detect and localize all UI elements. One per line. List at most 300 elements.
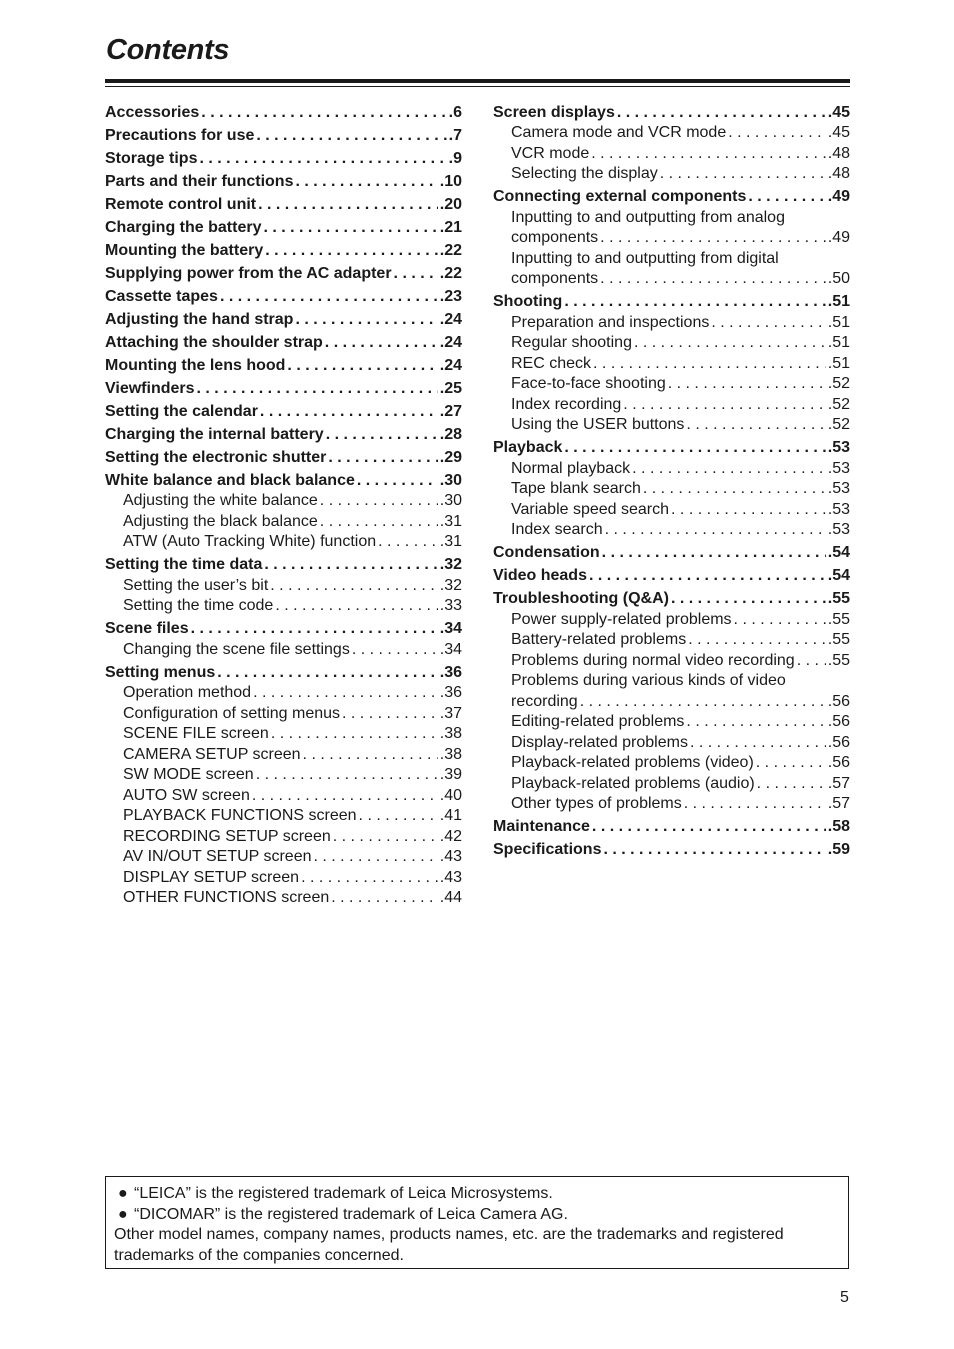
toc-leader-dots [564, 292, 825, 313]
toc-entry [105, 765, 462, 786]
toc-entry [493, 589, 850, 610]
toc-leader-dots [301, 868, 438, 889]
toc-entry [105, 172, 462, 193]
trademark-notice [105, 1176, 849, 1269]
toc-entry [105, 827, 462, 848]
toc-entry [493, 313, 850, 334]
toc-entry [105, 640, 462, 661]
toc-entry-page: .53 [827, 500, 850, 518]
toc-entry [105, 287, 462, 308]
toc-leader-dots [634, 333, 826, 354]
toc-entry [105, 103, 462, 124]
toc-leader-dots [580, 692, 826, 713]
toc-leader-dots [797, 651, 826, 672]
toc-leader-dots [320, 512, 438, 533]
toc-entry-page: .9 [448, 149, 462, 167]
toc-entry-page: .41 [439, 807, 462, 824]
toc-entry-label: Selecting the display [511, 165, 658, 182]
toc-leader-dots [564, 438, 825, 459]
toc-leader-dots [591, 144, 826, 165]
toc-entry [493, 794, 850, 815]
toc-entry-label: Specifications [493, 841, 602, 858]
toc-entry-label: Face-to-face shooting [511, 375, 666, 392]
toc-entry-label: Setting the calendar [105, 402, 258, 420]
toc-entry-label: Power supply-related problems [511, 610, 732, 628]
toc-leader-dots [668, 374, 826, 395]
toc-right-column [493, 100, 850, 861]
toc-entry-page: .58 [827, 818, 850, 835]
toc-leader-dots [690, 733, 826, 754]
toc-entry-page: .32 [439, 556, 462, 573]
toc-entry-label: Camera mode and VCR mode [511, 124, 727, 141]
toc-leader-dots [671, 500, 826, 521]
toc-entry [105, 596, 462, 617]
toc-entry-label: Screen displays [493, 103, 615, 121]
toc-entry [105, 218, 462, 239]
toc-entry-page: .24 [439, 310, 462, 328]
toc-entry-page: .25 [439, 379, 462, 397]
toc-leader-dots [623, 395, 825, 416]
toc-leader-dots [600, 269, 826, 290]
toc-entry-label: Preparation and inspections [511, 313, 710, 331]
toc-entry-label: ATW (Auto Tracking White) function [123, 533, 377, 550]
toc-entry-page: .30 [439, 471, 462, 489]
toc-leader-dots [260, 402, 438, 423]
toc-leader-dots [686, 415, 825, 436]
toc-entry-page: .10 [439, 172, 462, 190]
toc-entry-page: .34 [439, 620, 462, 637]
toc-entry [105, 786, 462, 807]
notice-bullet-item [114, 1184, 840, 1205]
toc-entry [493, 438, 850, 459]
toc-entry-label: Charging the internal battery [105, 425, 324, 443]
toc-leader-dots [271, 724, 438, 745]
toc-entry-page: .51 [827, 354, 850, 372]
toc-entry-page: .29 [439, 448, 462, 466]
toc-leader-dots [253, 683, 438, 704]
toc-entry-page: .22 [439, 241, 462, 259]
toc-leader-dots [686, 712, 825, 733]
toc-entry-page: .51 [827, 293, 850, 310]
toc-leader-dots [643, 479, 826, 500]
toc-entry-page: .56 [827, 713, 850, 730]
toc-entry-page: .43 [439, 868, 462, 886]
toc-leader-dots [191, 619, 438, 640]
toc-entry-page: .51 [827, 334, 850, 351]
toc-entry-label: Viewfinders [105, 379, 195, 397]
toc-leader-dots [295, 310, 437, 331]
toc-entry-page: .45 [827, 103, 850, 121]
toc-entry-page: .38 [439, 725, 462, 742]
toc-leader-dots [352, 640, 438, 661]
toc-entry [493, 208, 850, 229]
toc-entry-label: Parts and their functions [105, 172, 294, 190]
toc-entry-label: Adjusting the hand strap [105, 310, 294, 328]
toc-entry [105, 448, 462, 469]
toc-entry-page: .48 [827, 144, 850, 162]
toc-leader-dots [734, 610, 826, 631]
title-rule-thick [105, 79, 850, 83]
page-title: Contents [106, 34, 230, 66]
toc-entry-page: .43 [439, 848, 462, 865]
toc-entry [493, 249, 850, 270]
toc-leader-dots [201, 103, 446, 124]
toc-leader-dots [359, 806, 438, 827]
toc-entry-label: Setting the time code [123, 597, 274, 614]
toc-entry-page: .53 [827, 521, 850, 538]
toc-entry [105, 264, 462, 285]
toc-entry-page: .53 [827, 439, 850, 456]
toc-leader-dots [593, 354, 826, 375]
toc-entry [105, 576, 462, 597]
toc-entry-label: OTHER FUNCTIONS screen [123, 889, 330, 906]
toc-leader-dots [263, 218, 437, 239]
notice-text: Other model names, company names, products names, etc. are the trademarks and registered trademarks of the companies concerned. [114, 1226, 784, 1264]
toc-entry-label: Setting the user’s bit [123, 576, 269, 594]
toc-entry [105, 847, 462, 868]
toc-entry-label: Shooting [493, 293, 563, 310]
toc-entry-label: Supplying power from the AC adapter [105, 264, 392, 282]
toc-entry-label: Editing-related problems [511, 713, 685, 730]
toc-entry [105, 149, 462, 170]
toc-entry-label: Condensation [493, 544, 600, 561]
toc-entry-page: .54 [827, 544, 850, 561]
toc-entry-label: Storage tips [105, 149, 198, 167]
toc-entry [105, 425, 462, 446]
toc-entry-page: .36 [439, 663, 462, 681]
toc-leader-dots [671, 589, 826, 610]
toc-leader-dots [684, 794, 826, 815]
toc-entry [105, 745, 462, 766]
toc-entry-label: Setting the electronic shutter [105, 448, 327, 466]
toc-entry [105, 868, 462, 889]
toc-leader-dots [603, 840, 825, 861]
toc-leader-dots [589, 566, 826, 587]
bullet-icon: ● [118, 1185, 128, 1202]
toc-leader-dots [600, 228, 826, 249]
toc-entry-label: Mounting the lens hood [105, 356, 286, 374]
toc-entry-label: Remote control unit [105, 195, 257, 213]
toc-entry-label: recording [511, 692, 578, 710]
toc-leader-dots [320, 491, 438, 512]
toc-entry-label: Accessories [105, 103, 200, 121]
toc-entry-page: .6 [448, 103, 462, 121]
toc-entry [493, 459, 850, 480]
toc-entry-label: Playback-related problems (video) [511, 754, 754, 771]
toc-entry [493, 520, 850, 541]
toc-entry-page: .31 [439, 533, 462, 550]
toc-entry-page: .56 [827, 754, 850, 771]
toc-entry-label: SW MODE screen [123, 766, 254, 783]
toc-entry-label: Problems during various kinds of video [511, 672, 786, 689]
toc-entry [493, 103, 850, 124]
toc-entry-label: Setting the time data [105, 556, 263, 573]
toc-entry-label: PLAYBACK FUNCTIONS screen [123, 807, 357, 824]
toc-entry [493, 500, 850, 521]
toc-entry-label: Mounting the battery [105, 241, 264, 259]
toc-entry-page: .59 [827, 841, 850, 858]
toc-entry-label: RECORDING SETUP screen [123, 827, 331, 845]
toc-leader-dots [660, 164, 826, 185]
toc-entry-page: .53 [827, 480, 850, 497]
bullet-icon: ● [118, 1205, 128, 1223]
toc-entry-page: .55 [827, 610, 850, 628]
toc-entry-page: .31 [439, 512, 462, 530]
toc-leader-dots [264, 555, 437, 576]
toc-entry-page: .51 [827, 313, 850, 331]
toc-leader-dots [378, 532, 438, 553]
toc-leader-dots [270, 576, 437, 597]
toc-entry-page: .55 [827, 590, 850, 607]
toc-entry-page: .20 [439, 195, 462, 213]
toc-leader-dots [303, 745, 438, 766]
toc-entry [493, 228, 850, 249]
toc-entry-label: Using the USER buttons [511, 416, 685, 433]
toc-entry [493, 415, 850, 436]
toc-entry-page: .30 [439, 492, 462, 509]
toc-entry [105, 888, 462, 909]
toc-entry-label: AV IN/OUT SETUP screen [123, 848, 312, 865]
toc-entry [493, 671, 850, 692]
toc-entry-label: Inputting to and outputting from analog [511, 208, 785, 226]
toc-entry [493, 610, 850, 631]
toc-entry-label: components [511, 229, 599, 246]
toc-entry-label: Changing the scene file settings [123, 640, 350, 658]
toc-leader-dots [252, 786, 438, 807]
toc-leader-dots [197, 379, 438, 400]
toc-entry-label: Scene files [105, 620, 189, 637]
toc-entry [493, 692, 850, 713]
toc-leader-dots [314, 847, 438, 868]
toc-entry-label: Display-related problems [511, 733, 688, 751]
toc-entry [493, 543, 850, 564]
notice-bullet-text: “LEICA” is the registered trademark of Leica Microsystems. [134, 1185, 553, 1202]
toc-entry-label: Setting menus [105, 663, 216, 681]
toc-entry-label: Index recording [511, 395, 622, 413]
toc-entry [493, 566, 850, 587]
toc-entry-label: Normal playback [511, 459, 631, 477]
toc-entry [105, 619, 462, 640]
toc-leader-dots [326, 425, 438, 446]
toc-entry-page: .55 [827, 651, 850, 669]
toc-entry-page: .24 [439, 333, 462, 351]
toc-entry [493, 144, 850, 165]
toc-entry-page: .21 [439, 218, 462, 236]
toc-entry [105, 683, 462, 704]
toc-entry-label: DISPLAY SETUP screen [123, 868, 300, 886]
toc-entry [493, 374, 850, 395]
toc-entry [105, 379, 462, 400]
toc-entry [493, 187, 850, 208]
toc-entry-label: Regular shooting [511, 334, 632, 351]
toc-leader-dots [394, 264, 438, 285]
toc-entry [493, 292, 850, 313]
toc-entry [493, 817, 850, 838]
toc-entry-label: Variable speed search [511, 500, 670, 518]
toc-leader-dots [217, 663, 438, 684]
toc-entry [493, 712, 850, 733]
toc-entry-page: .56 [827, 733, 850, 751]
toc-entry-label: Connecting external components [493, 188, 747, 205]
toc-entry [105, 126, 462, 147]
toc-leader-dots [617, 103, 826, 124]
toc-entry-label: REC check [511, 354, 592, 372]
toc-entry-page: .38 [439, 745, 462, 763]
toc-entry [105, 806, 462, 827]
toc-entry [493, 269, 850, 290]
toc-entry-page: .45 [827, 124, 850, 141]
toc-leader-dots [275, 596, 437, 617]
toc-entry-label: Playback-related problems (audio) [511, 774, 755, 792]
toc-entry [493, 651, 850, 672]
toc-entry [105, 704, 462, 725]
toc-entry [493, 479, 850, 500]
toc-entry-page: .27 [439, 402, 462, 420]
toc-leader-dots [728, 123, 826, 144]
toc-entry-page: .32 [439, 576, 462, 594]
toc-entry-label: Tape blank search [511, 480, 641, 497]
toc-entry-label: AUTO SW screen [123, 786, 250, 804]
toc-entry-page: .57 [827, 795, 850, 812]
toc-leader-dots [256, 765, 438, 786]
toc-entry-label: Battery-related problems [511, 631, 687, 648]
toc-leader-dots [757, 774, 826, 795]
toc-leader-dots [342, 704, 438, 725]
toc-entry-page: .52 [827, 416, 850, 433]
toc-entry-page: .49 [827, 229, 850, 246]
toc-entry [493, 123, 850, 144]
toc-entry-label: Operation method [123, 684, 252, 701]
toc-entry-label: VCR mode [511, 144, 590, 162]
toc-entry-page: .50 [827, 270, 850, 287]
toc-leader-dots [333, 827, 438, 848]
toc-entry-page: .33 [439, 597, 462, 614]
toc-entry [105, 491, 462, 512]
toc-entry-label: Video heads [493, 567, 587, 584]
toc-entry-label: Precautions for use [105, 126, 255, 144]
toc-entry [493, 395, 850, 416]
toc-entry [105, 241, 462, 262]
toc-entry-page: .22 [439, 264, 462, 282]
toc-entry-page: .49 [827, 188, 850, 205]
toc-entry [493, 774, 850, 795]
toc-entry [105, 402, 462, 423]
toc-entry-label: Playback [493, 439, 563, 456]
toc-leader-dots [328, 448, 437, 469]
toc-entry-label: Attaching the shoulder strap [105, 333, 323, 351]
toc-entry [493, 354, 850, 375]
toc-entry-page: .39 [439, 766, 462, 783]
toc-entry-label: CAMERA SETUP screen [123, 745, 301, 763]
toc-entry [493, 630, 850, 651]
toc-leader-dots [258, 195, 438, 216]
toc-entry [105, 555, 462, 576]
toc-entry-label: Problems during normal video recording [511, 651, 795, 669]
toc-entry-page: .23 [439, 287, 462, 305]
toc-entry-page: .56 [827, 692, 850, 710]
toc-leader-dots [287, 356, 437, 377]
toc-entry-label: Cassette tapes [105, 287, 218, 305]
toc-leader-dots [688, 630, 826, 651]
toc-entry-label: Troubleshooting (Q&A) [493, 590, 669, 607]
toc-entry [105, 471, 462, 492]
toc-leader-dots [602, 543, 826, 564]
toc-entry-page: .54 [827, 567, 850, 584]
notice-bullet-text: “DICOMAR” is the registered trademark of Leica Camera AG. [134, 1205, 568, 1223]
toc-entry [493, 333, 850, 354]
toc-entry-page: .7 [448, 126, 462, 144]
toc-leader-dots [756, 753, 826, 774]
toc-entry-page: .48 [827, 165, 850, 182]
toc-leader-dots [265, 241, 438, 262]
toc-entry [105, 663, 462, 684]
toc-entry [105, 512, 462, 533]
toc-entry-label: Index search [511, 521, 603, 538]
toc-entry-page: .24 [439, 356, 462, 374]
toc-entry-page: .42 [439, 827, 462, 845]
toc-leader-dots [220, 287, 438, 308]
toc-entry-label: White balance and black balance [105, 471, 355, 489]
toc-entry [493, 840, 850, 861]
toc-entry-label: Inputting to and outputting from digital [511, 249, 779, 267]
toc-entry [493, 753, 850, 774]
toc-entry-page: .36 [439, 684, 462, 701]
toc-leader-dots [331, 888, 438, 909]
toc-entry [105, 724, 462, 745]
notice-bullet-item [114, 1205, 840, 1226]
toc-entry [105, 333, 462, 354]
toc-entry-label: Charging the battery [105, 218, 262, 236]
toc-entry [105, 310, 462, 331]
toc-entry-page: .34 [439, 640, 462, 658]
toc-entry-label: Adjusting the black balance [123, 512, 318, 530]
toc-leader-dots [357, 471, 438, 492]
toc-entry [105, 356, 462, 377]
toc-entry [493, 733, 850, 754]
toc-leader-dots [592, 817, 826, 838]
toc-entry-label: Configuration of setting menus [123, 704, 341, 722]
toc-leader-dots [295, 172, 437, 193]
toc-entry [493, 164, 850, 185]
toc-left-column [105, 100, 462, 909]
page-number: 5 [840, 1289, 849, 1306]
toc-entry-label: Maintenance [493, 818, 590, 835]
toc-leader-dots [711, 313, 825, 334]
toc-leader-dots [256, 126, 446, 147]
toc-entry-label: Adjusting the white balance [123, 492, 318, 509]
toc-entry-page: .53 [827, 459, 850, 477]
toc-leader-dots [748, 187, 825, 208]
toc-entry [105, 532, 462, 553]
toc-leader-dots [199, 149, 446, 170]
toc-leader-dots [605, 520, 826, 541]
toc-leader-dots [632, 459, 826, 480]
toc-entry-page: .52 [827, 375, 850, 392]
toc-entry-label: components [511, 270, 599, 287]
toc-entry-page: .55 [827, 631, 850, 648]
toc-leader-dots [325, 333, 438, 354]
toc-entry [105, 195, 462, 216]
toc-entry-page: .28 [439, 425, 462, 443]
title-rule-thin [105, 86, 850, 87]
toc-entry-page: .44 [439, 889, 462, 906]
toc-entry-page: .40 [439, 786, 462, 804]
toc-entry-page: .52 [827, 395, 850, 413]
toc-entry-page: .57 [827, 774, 850, 792]
toc-entry-label: SCENE FILE screen [123, 725, 269, 742]
toc-entry-label: Other types of problems [511, 795, 682, 812]
toc-entry-page: .37 [439, 704, 462, 722]
